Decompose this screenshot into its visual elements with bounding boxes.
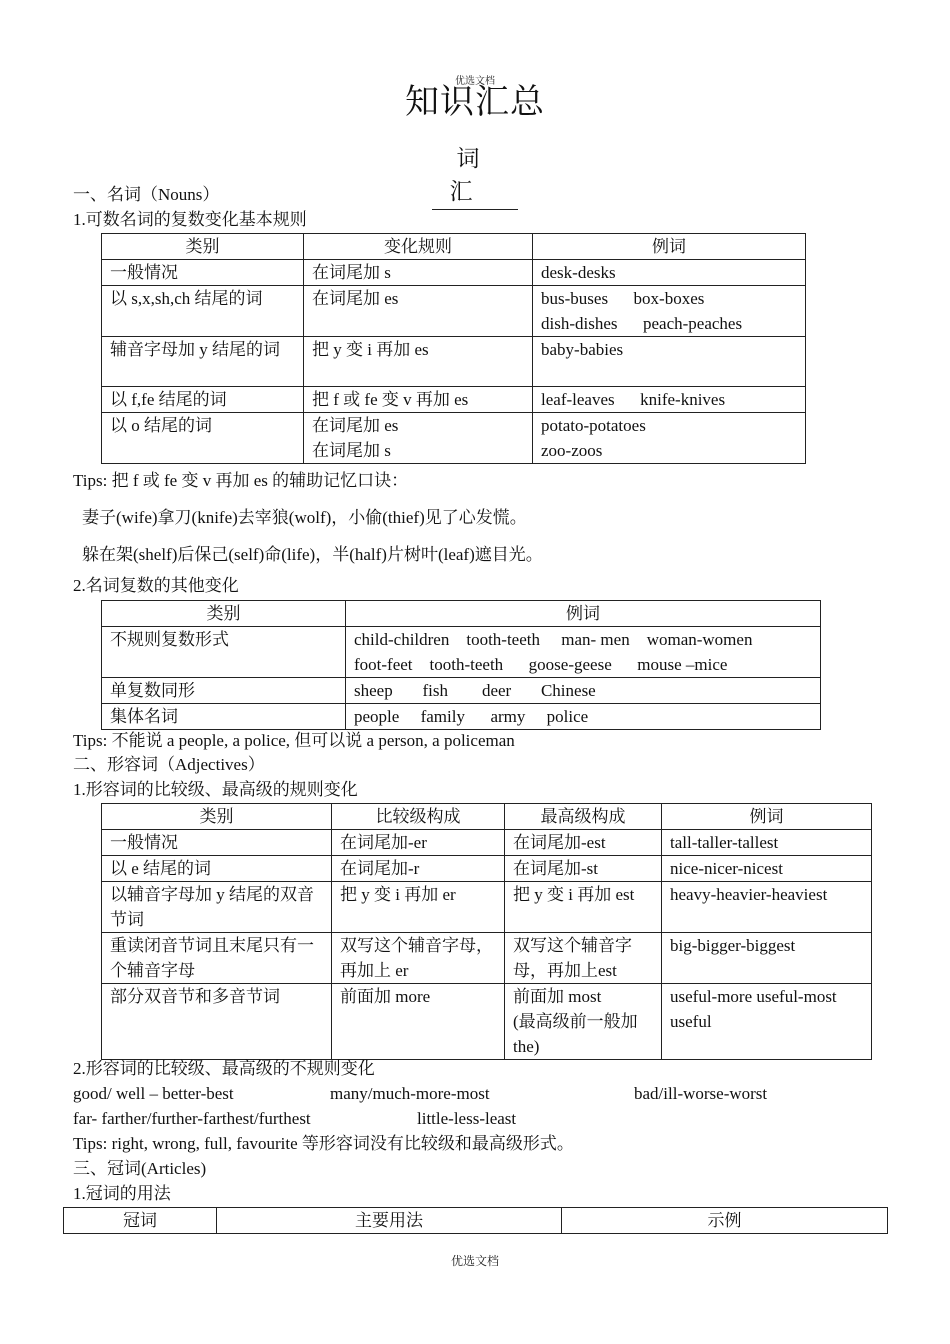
table-cell: 重读闭音节词且末尾只有一个辅音字母 <box>102 933 332 984</box>
table-cell: 把 y 变 i 再加 er <box>332 882 505 933</box>
table-cell: 在词尾加 es <box>304 286 533 337</box>
table-cell: 在词尾加 s <box>304 260 533 286</box>
table-header: 最高级构成 <box>505 804 662 830</box>
articles-subheading-1: 1.冠词的用法 <box>73 1184 171 1203</box>
adjectives-subheading-2: 2.形容词的比较级、最高级的不规则变化 <box>73 1059 375 1078</box>
table-row <box>102 933 872 984</box>
table-cell: useful-more useful-most useful <box>662 984 872 1060</box>
table-header: 变化规则 <box>304 234 533 260</box>
table-row <box>102 387 806 413</box>
table-cell: 不规则复数形式 <box>102 627 346 678</box>
table-cell: 在词尾加 es 在词尾加 s <box>304 413 533 464</box>
table-row <box>102 704 821 730</box>
irregular-item: many/much-more-most <box>330 1084 490 1103</box>
table-cell: 在词尾加-r <box>332 856 505 882</box>
table-cell: 以 o 结尾的词 <box>102 413 304 464</box>
adjectives-subheading-1: 1.形容词的比较级、最高级的规则变化 <box>73 780 358 799</box>
table-row <box>102 678 821 704</box>
table-header: 示例 <box>562 1208 888 1234</box>
table-cell: 辅音字母加 y 结尾的词 <box>102 337 304 387</box>
table-cell: tall-taller-tallest <box>662 830 872 856</box>
table-cell: child-children tooth-teeth man- men woman-women foot-feet tooth-teeth goose-geese mouse –mice <box>346 627 821 678</box>
noun-plural-rules-table <box>101 233 806 464</box>
table-cell: 单复数同形 <box>102 678 346 704</box>
table-cell: 把 f 或 fe 变 v 再加 es <box>304 387 533 413</box>
table-cell: 集体名词 <box>102 704 346 730</box>
articles-heading: 三、冠词(Articles) <box>73 1159 207 1178</box>
page-title: 知识汇总 <box>405 84 545 121</box>
rhyme-line-2: 躲在架(shelf)后保己(self)命(life)，半(half)片树叶(leaf)遮目光。 <box>82 545 543 564</box>
table-cell: sheep fish deer Chinese <box>346 678 821 704</box>
table-header: 冠词 <box>64 1208 217 1234</box>
table-cell: 以 s,x,sh,ch 结尾的词 <box>102 286 304 337</box>
section-title: 词 汇 <box>432 140 518 210</box>
table-header: 例词 <box>662 804 872 830</box>
table-cell: bus-buses box-boxes dish-dishes peach-peaches <box>533 286 806 337</box>
table-cell: 以 e 结尾的词 <box>102 856 332 882</box>
table-row <box>102 337 806 387</box>
table-cell: 双写这个辅音字母，再加上 er <box>332 933 505 984</box>
table-row <box>102 830 872 856</box>
table-cell: big-bigger-biggest <box>662 933 872 984</box>
table-cell: 一般情况 <box>102 260 304 286</box>
article-usage-table <box>63 1207 888 1234</box>
nouns-heading: 一、名词（Nouns） <box>73 185 220 204</box>
nouns-subheading-1: 1.可数名词的复数变化基本规则 <box>73 210 307 229</box>
table-cell: 前面加 most (最高级前一般加the) <box>505 984 662 1060</box>
adjectives-heading: 二、形容词（Adjectives） <box>73 755 265 774</box>
table-cell: nice-nicer-nicest <box>662 856 872 882</box>
table-header: 例词 <box>533 234 806 260</box>
table-cell: baby-babies <box>533 337 806 387</box>
irregular-item: little-less-least <box>417 1109 517 1128</box>
table-cell: people family army police <box>346 704 821 730</box>
adjective-regular-table <box>101 803 872 1060</box>
table-row <box>102 260 806 286</box>
header-watermark: 优选文档 <box>455 76 495 87</box>
table-cell: leaf-leaves knife-knives <box>533 387 806 413</box>
rhyme-line-1: 妻子(wife)拿刀(knife)去宰狼(wolf)，小偷(thief)见了心发慌。 <box>82 508 527 527</box>
irregular-item: bad/ill-worse-worst <box>634 1084 768 1103</box>
table-row <box>102 627 821 678</box>
table-cell: 部分双音节和多音节词 <box>102 984 332 1060</box>
table-header: 类别 <box>102 601 346 627</box>
table-cell: 前面加 more <box>332 984 505 1060</box>
footer-watermark: 优选文档 <box>450 1254 499 1268</box>
table-cell: 以 f,fe 结尾的词 <box>102 387 304 413</box>
table-cell: 把 y 变 i 再加 es <box>304 337 533 387</box>
irregular-item: far- farther/further-farthest/furthest <box>73 1109 311 1128</box>
tips-text: Tips: 把 f 或 fe 变 v 再加 es 的辅助记忆口诀： <box>73 471 409 490</box>
table-cell: 在词尾加-st <box>505 856 662 882</box>
table-cell: 把 y 变 i 再加 est <box>505 882 662 933</box>
table-cell: 双写这个辅音字母，再加上est <box>505 933 662 984</box>
table-row <box>102 882 872 933</box>
table-header: 例词 <box>346 601 821 627</box>
table-row <box>102 856 872 882</box>
table-row <box>102 286 806 337</box>
nouns-subheading-2: 2.名词复数的其他变化 <box>73 576 239 595</box>
table-cell: potato-potatoes zoo-zoos <box>533 413 806 464</box>
table-header: 类别 <box>102 804 332 830</box>
table-header: 类别 <box>102 234 304 260</box>
table-header: 比较级构成 <box>332 804 505 830</box>
table-row <box>102 413 806 464</box>
table-cell: 一般情况 <box>102 830 332 856</box>
table-cell: 以辅音字母加 y 结尾的双音节词 <box>102 882 332 933</box>
table-cell: 在词尾加-er <box>332 830 505 856</box>
table-cell: 在词尾加-est <box>505 830 662 856</box>
tips-text: Tips: 不能说 a people, a police, 但可以说 a person, a policeman <box>73 731 515 750</box>
irregular-item: good/ well – better-best <box>73 1084 234 1103</box>
table-row <box>102 984 872 1060</box>
table-cell: desk-desks <box>533 260 806 286</box>
table-cell: heavy-heavier-heaviest <box>662 882 872 933</box>
noun-plural-other-table <box>101 600 821 730</box>
tips-text: Tips: right, wrong, full, favourite 等形容词没有比较级和最高级形式。 <box>73 1134 574 1153</box>
table-header: 主要用法 <box>217 1208 562 1234</box>
